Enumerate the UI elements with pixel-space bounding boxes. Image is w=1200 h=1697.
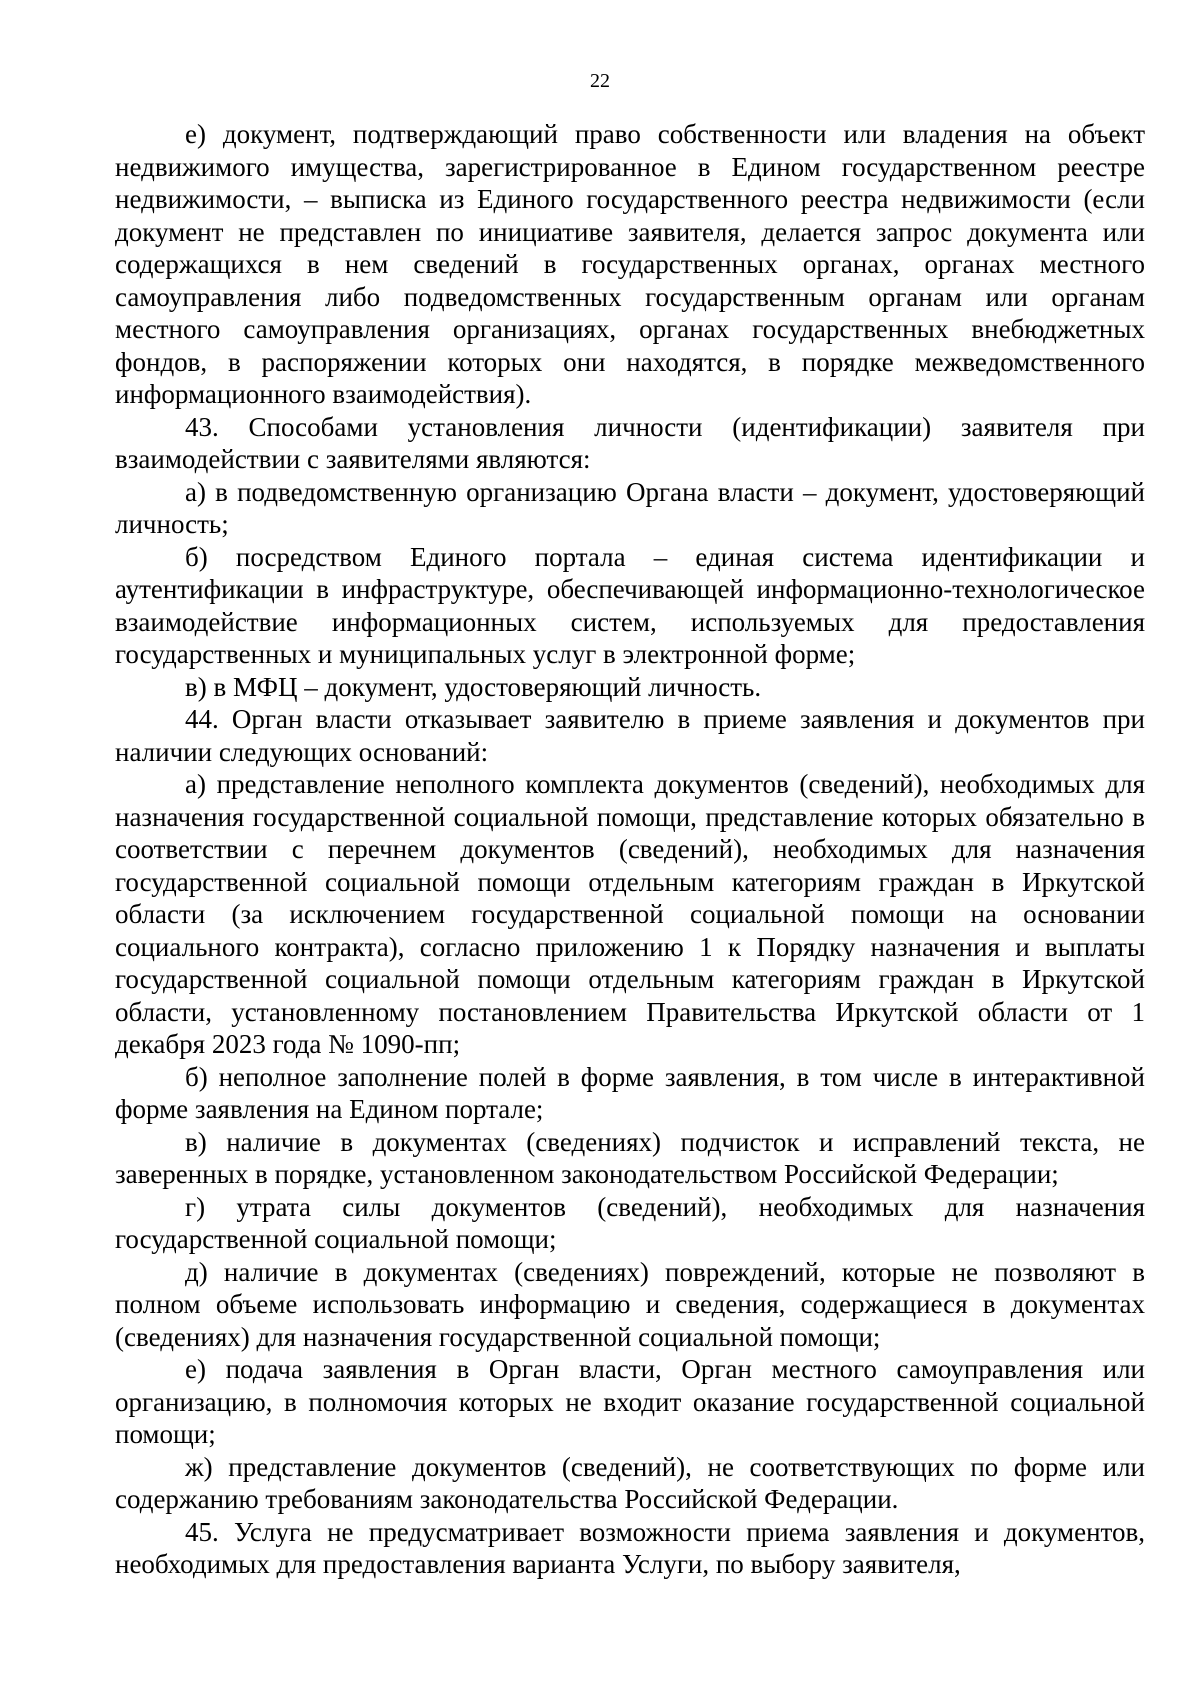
paragraph-43-c: в) в МФЦ – документ, удостоверяющий личность. — [185, 671, 762, 702]
paragraph-44-e: д) наличие в документах (сведениях) повреждений, которые не позволяют в полном объеме использовать информацию и сведения, содержащиеся в документах (сведениях) для назначения государственной социальной помощи; — [115, 1256, 1145, 1352]
page-number: 22 — [590, 70, 610, 92]
paragraph-44-d: г) утрата силы документов (сведений), необходимых для назначения государственной социальной помощи; — [115, 1191, 1145, 1254]
paragraph-44-refusal-grounds: 44. Орган власти отказывает заявителю в приеме заявления и документов при наличии следующих оснований: — [115, 704, 1145, 767]
paragraph-44-a: а) представление неполного комплекта документов (сведений), необходимых для назначения государственной социальной помощи, представление которых обязательно в соответствии с перечнем документов (сведений), необходимых для назначения государственной социальной помощи отдельным категориям граждан в Иркутской области (за исключением государственной социальной помощи на основании социального контракта), согласно приложению 1 к Порядку назначения и выплаты государственной социальной помощи отдельным категориям граждан в Иркутской области, установленному постановлением Правительства Иркутской области от 1 декабря 2023 года № 1090-пп; — [115, 769, 1145, 1059]
paragraph-44-c: в) наличие в документах (сведениях) подчисток и исправлений текста, не заверенных в порядке, установленном законодательством Российской Федерации; — [115, 1126, 1145, 1189]
paragraph-43-b: б) посредством Единого портала – единая система идентификации и аутентификации в инфраструктуре, обеспечивающей информационно-технологическое взаимодействие информационных систем, используемых для предоставления государственных и муниципальных услуг в электронной форме; — [115, 541, 1145, 669]
document-body — [115, 118, 1145, 1581]
paragraph-43-identification-methods: 43. Способами установления личности (идентификации) заявителя при взаимодействии с заявителями являются: — [115, 411, 1145, 474]
paragraph-45: 45. Услуга не предусматривает возможности приема заявления и документов, необходимых для предоставления варианта Услуги, по выбору заявителя, — [115, 1516, 1145, 1579]
paragraph-44-g: ж) представление документов (сведений), не соответствующих по форме или содержанию требованиям законодательства Российской Федерации. — [115, 1451, 1145, 1514]
paragraph-43-a: а) в подведомственную организацию Органа власти – документ, удостоверяющий личность; — [115, 476, 1145, 539]
paragraph-44-f: е) подача заявления в Орган власти, Орган местного самоуправления или организацию, в полномочия которых не входит оказание государственной социальной помощи; — [115, 1354, 1145, 1449]
paragraph-e-ownership-document: е) документ, подтверждающий право собственности или владения на объект недвижимого имущества, зарегистрированное в Едином государственном реестре недвижимости, – выписка из Единого государственного реестра недвижимости (если документ не представлен по инициативе заявителя, делается запрос документа или содержащихся в нем сведений в государственных органах, органах местного самоуправления либо подведомственных государственным органам или органам местного самоуправления организациях, органах государственных внебюджетных фондов, в распоряжении которых они находятся, в порядке межведомственного информационного взаимодействия). — [115, 119, 1145, 409]
paragraph-44-b: б) неполное заполнение полей в форме заявления, в том числе в интерактивной форме заявления на Едином портале; — [115, 1061, 1145, 1124]
